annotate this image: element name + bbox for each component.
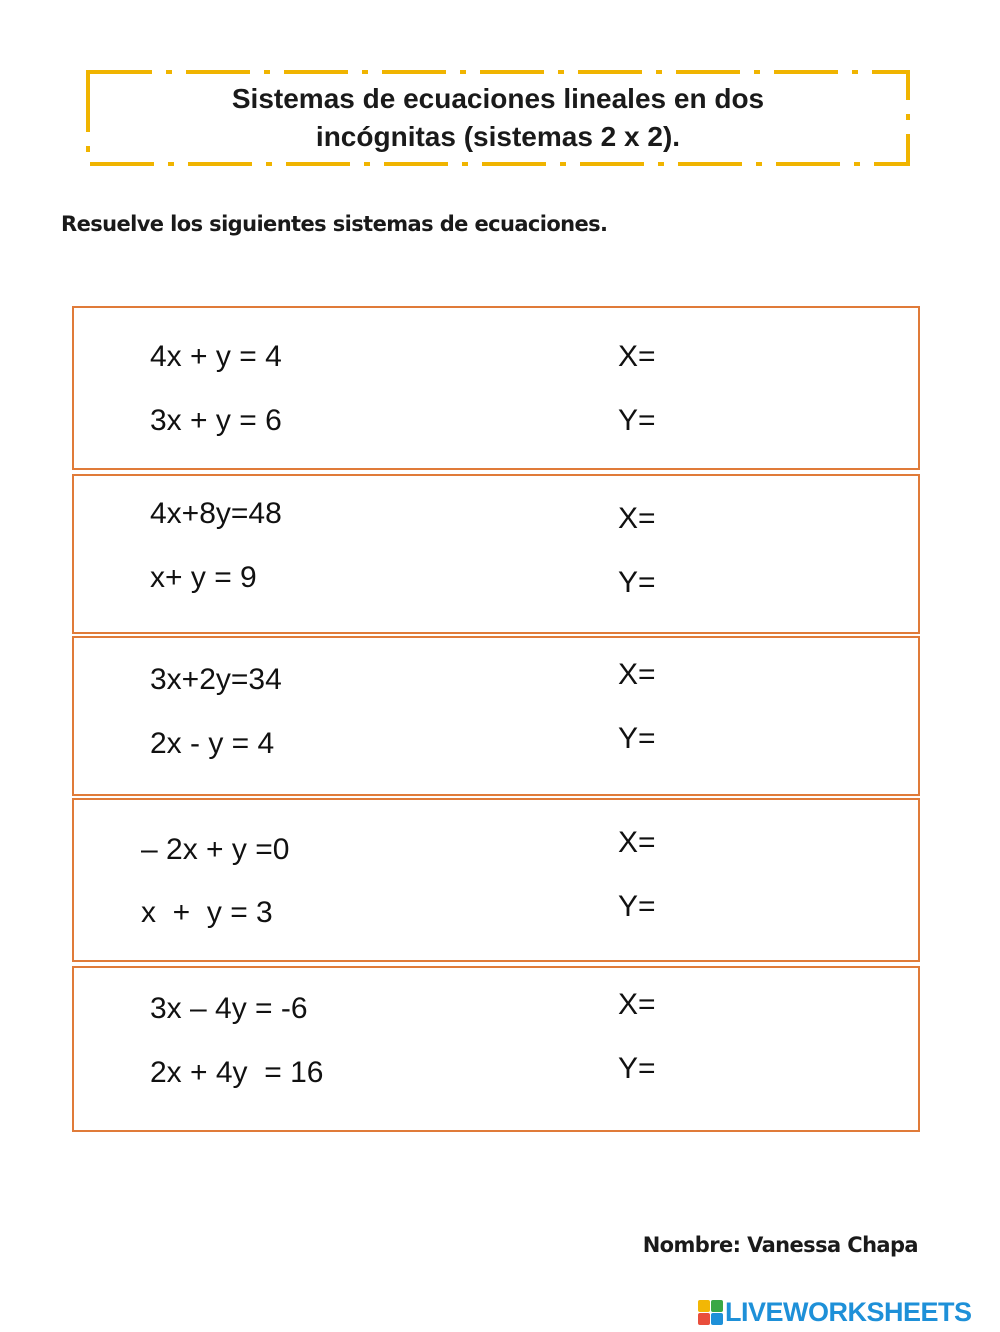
x-answer-label: X= [618, 340, 656, 373]
page-title-line-1: Sistemas de ecuaciones lineales en dos [231, 83, 765, 114]
equation-2: x + y = 3 [141, 896, 273, 929]
equation-1: – 2x + y =0 [141, 833, 290, 866]
equation-1: 4x+8y=48 [150, 497, 282, 530]
x-answer-label: X= [618, 826, 656, 859]
equation-2: x+ y = 9 [150, 561, 257, 594]
y-answer-label: Y= [618, 890, 656, 923]
equation-1: 3x+2y=34 [150, 663, 282, 696]
system-box-2 [72, 474, 920, 634]
equation-2: 3x + y = 6 [150, 404, 282, 437]
y-answer-label: Y= [618, 722, 656, 755]
equation-2: 2x + 4y = 16 [150, 1056, 324, 1089]
student-name: Nombre: Vanessa Chapa [642, 1233, 918, 1257]
x-answer-label: X= [618, 502, 656, 535]
x-answer-label: X= [618, 988, 656, 1021]
equation-1: 4x + y = 4 [150, 340, 282, 373]
equation-2: 2x - y = 4 [150, 727, 275, 760]
liveworksheets-brand [698, 1297, 972, 1327]
page-title-line-2: incógnitas (sistemas 2 x 2). [315, 121, 681, 152]
equation-1: 3x – 4y = -6 [150, 992, 308, 1025]
title-frame [86, 70, 910, 166]
x-answer-label: X= [618, 658, 656, 691]
liveworksheets-logo-icon [698, 1300, 723, 1325]
y-answer-label: Y= [618, 404, 656, 437]
instruction-text: Resuelve los siguientes sistemas de ecuaciones. [61, 212, 608, 236]
system-box-4 [72, 798, 920, 962]
system-box-1 [72, 306, 920, 470]
system-box-3 [72, 636, 920, 796]
system-box-5 [72, 966, 920, 1132]
y-answer-label: Y= [618, 566, 656, 599]
page-title [86, 80, 910, 156]
y-answer-label: Y= [618, 1052, 656, 1085]
brand-name: LIVEWORKSHEETS [725, 1296, 972, 1327]
